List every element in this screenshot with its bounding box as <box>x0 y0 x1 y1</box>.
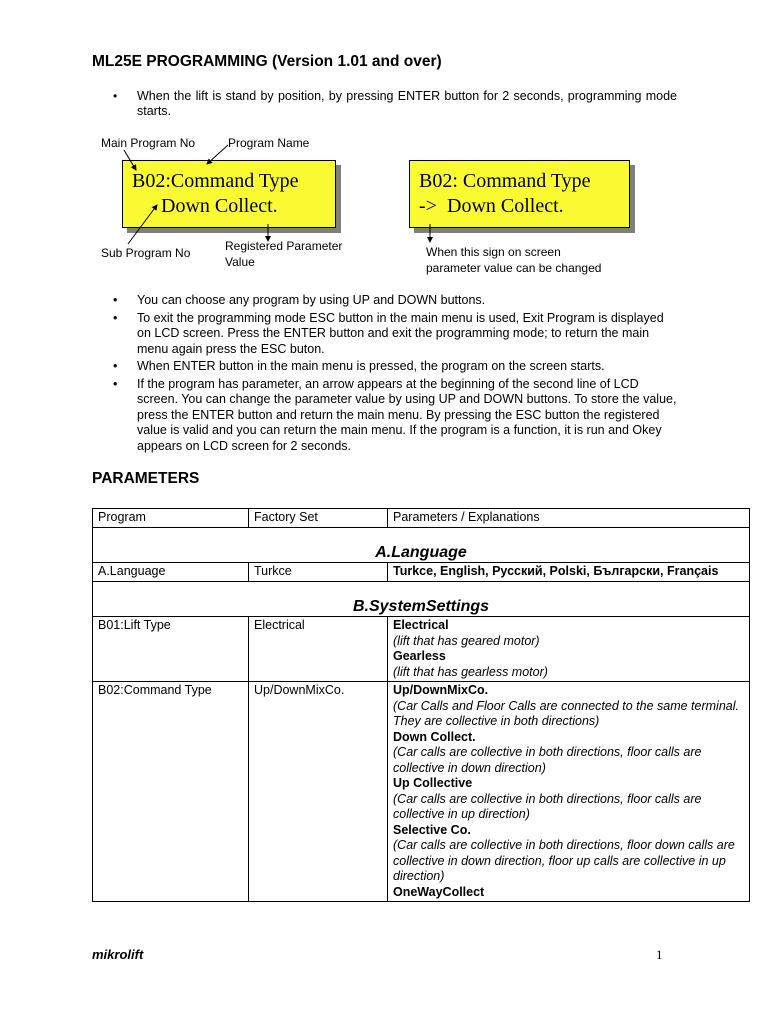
section-row <box>93 527 750 563</box>
note-line-2: parameter value can be changed <box>426 261 602 275</box>
option-desc: (lift that has gearless motor) <box>393 664 548 679</box>
label-main-program-no: Main Program No <box>101 136 196 150</box>
lcd-right-line2: Down Collect. <box>447 195 564 217</box>
label-program-name: Program Name <box>228 136 310 150</box>
option-desc: (Car calls are collective in both directions, floor calls are collective in up direction) <box>393 791 702 821</box>
page-number: 1 <box>656 947 663 962</box>
list-item: • When ENTER button in the main menu is pressed, the program on the screen starts. <box>113 359 605 373</box>
list-item: • To exit the programming mode ESC button in the main menu is used, Exit Program is displayed on LCD screen. Press the ENTER button and exit the programming mode; to return the main menu again press the ESC buton. <box>113 310 664 356</box>
header-program: Program <box>93 509 249 528</box>
lcd-right-line1: B02: Command Type <box>419 170 591 192</box>
cell-program: A.Language <box>93 563 249 582</box>
cell-program: B01:Lift Type <box>93 617 249 682</box>
lcd-screen-right <box>409 160 630 228</box>
list-item: • If the program has parameter, an arrow appears at the beginning of the second line of LCD screen. You can change the parameter value by using UP and DOWN buttons. To store the value, press the ENTER button and return the main menu. By pressing the ESC button the registered value is valid and you can return the main menu. If the program is a function, it is run and Okey appears on LCD screen for 2 seconds. <box>113 376 677 453</box>
option-name: Up/DownMixCo. <box>393 683 489 697</box>
parameters-heading: PARAMETERS <box>92 470 200 487</box>
option-name: OneWayCollect <box>393 884 485 899</box>
lcd-left-line2: Down Collect. <box>161 195 278 217</box>
cell-factory: Electrical <box>249 617 388 682</box>
label-registered-1: Registered Parameter <box>225 239 343 253</box>
label-registered-2: Value <box>225 255 255 269</box>
option-desc: (Car Calls and Floor Calls are connected to the same terminal. They are collective in both directions) <box>393 698 739 728</box>
cell-options <box>388 617 750 682</box>
option-name: Down Collect. <box>393 729 476 744</box>
option-name: Electrical <box>393 618 449 632</box>
option-name: Up Collective <box>393 776 473 790</box>
bullet-list <box>113 293 677 454</box>
lcd-right-arrow: -> <box>419 195 437 217</box>
parameters-table <box>92 508 750 902</box>
page-title: ML25E PROGRAMMING (Version 1.01 and over) <box>92 53 442 70</box>
table-row <box>93 563 750 582</box>
label-sub-program-no: Sub Program No <box>101 246 191 260</box>
lcd-left-line1: B02:Command Type <box>132 170 299 192</box>
header-factory-set: Factory Set <box>249 509 388 528</box>
bullet-marker: • <box>113 89 118 103</box>
list-item: • You can choose any program by using UP and DOWN buttons. <box>113 293 486 307</box>
section-system-settings: B.SystemSettings <box>93 581 750 617</box>
footer-brand: mikrolift <box>92 947 144 962</box>
note-line-1: When this sign on screen <box>426 245 561 259</box>
intro-paragraph: When the lift is stand by position, by pressing ENTER button for 2 seconds, programming mode starts. <box>137 89 677 118</box>
section-language: A.Language <box>93 527 750 563</box>
cell-options <box>388 682 750 902</box>
option-desc: (Car calls are collective in both directions, floor calls are collective in down direction) <box>393 745 702 775</box>
option-desc: (Car calls are collective in both directions, floor down calls are collective in down direction, floor up calls are collective in up direction) <box>393 838 735 883</box>
header-parameters: Parameters / Explanations <box>388 509 750 528</box>
section-row <box>93 581 750 617</box>
table-row <box>93 682 750 902</box>
table-header-row <box>93 509 750 528</box>
cell-factory: Turkce <box>249 563 388 582</box>
cell-factory: Up/DownMixCo. <box>249 682 388 902</box>
option-desc: (lift that has geared motor) <box>393 633 540 648</box>
option-name: Selective Co. <box>393 822 471 837</box>
cell-program: B02:Command Type <box>93 682 249 902</box>
table-row <box>93 617 750 682</box>
lcd-screen-left <box>122 160 336 228</box>
option-name: Gearless <box>393 649 446 663</box>
cell-options: Turkce, English, Русский, Polski, Български, Français <box>388 563 750 582</box>
